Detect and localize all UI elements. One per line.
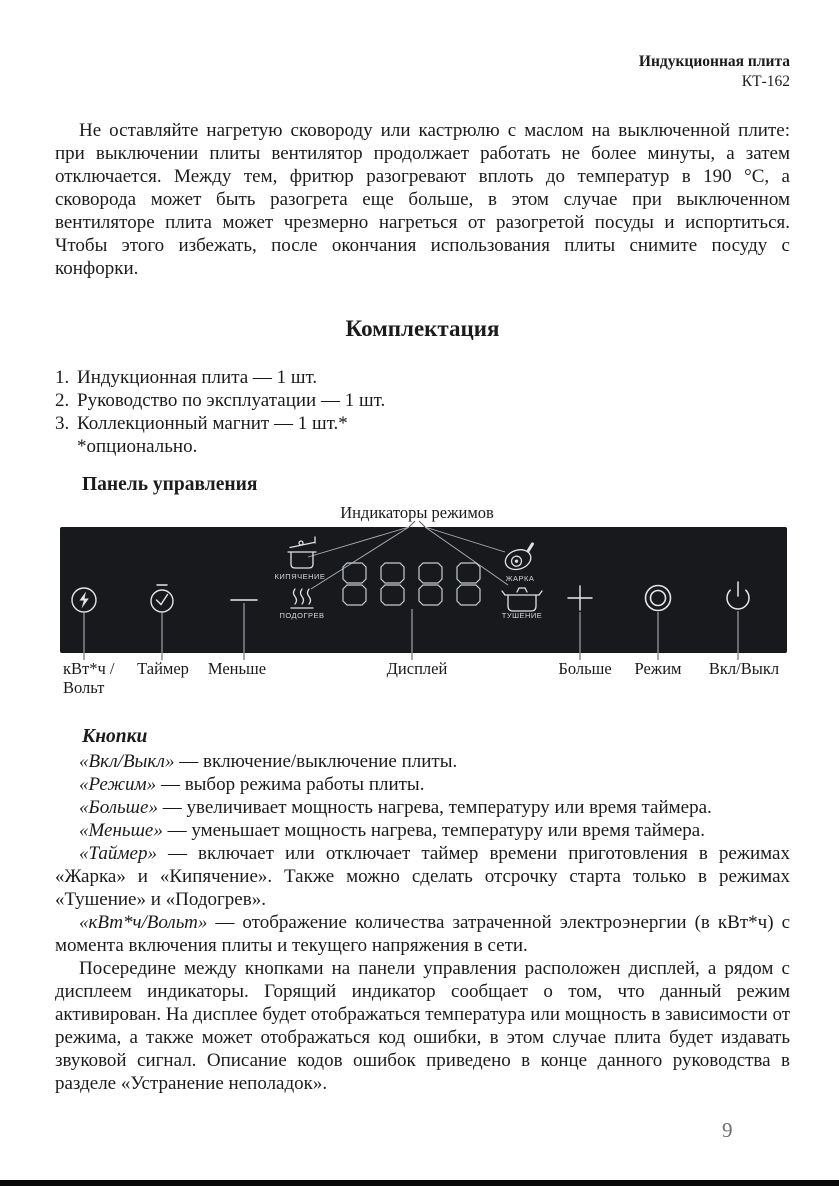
button-description bbox=[55, 911, 790, 957]
list-item bbox=[55, 412, 790, 435]
button-description-text: — уменьшает мощность нагрева, температуру или время таймера. bbox=[162, 820, 705, 841]
warm-indicator-label: ПОДОГРЕВ bbox=[279, 611, 325, 620]
package-list bbox=[55, 366, 790, 458]
running-header bbox=[639, 52, 790, 92]
button-term: «кВт*ч/Вольт» bbox=[79, 912, 208, 933]
list-item-text: Коллекционный магнит — 1 шт.* bbox=[77, 413, 348, 434]
list-item-text: Индукционная плита — 1 шт. bbox=[77, 367, 318, 388]
label-minus: Меньше bbox=[207, 659, 267, 678]
button-term: «Меньше» bbox=[79, 820, 163, 841]
label-kwh-volt-line2: Вольт bbox=[63, 678, 105, 697]
page-bottom-border bbox=[0, 1180, 839, 1186]
button-description bbox=[55, 773, 790, 796]
label-display: Дисплей bbox=[386, 659, 448, 678]
button-term: «Режим» bbox=[79, 774, 157, 795]
button-description-text: — увеличивает мощность нагрева, температуру или время таймера. bbox=[157, 797, 712, 818]
model-number: КТ-162 bbox=[741, 73, 790, 90]
button-description bbox=[55, 750, 790, 773]
button-term: «Больше» bbox=[79, 797, 158, 818]
button-term: «Вкл/Выкл» bbox=[79, 751, 175, 772]
list-item bbox=[55, 389, 790, 412]
boil-indicator-label: КИПЯЧЕНИЕ bbox=[274, 572, 326, 581]
button-description bbox=[55, 842, 790, 911]
label-mode: Режим bbox=[634, 659, 682, 678]
button-term: «Таймер» bbox=[79, 843, 157, 864]
button-description-text: — выбор режима работы плиты. bbox=[156, 774, 425, 795]
buttons-section-title: Кнопки bbox=[82, 726, 148, 747]
section-title-package: Комплектация bbox=[345, 316, 500, 341]
label-plus: Больше bbox=[558, 659, 612, 678]
button-description bbox=[55, 819, 790, 842]
page-number: 9 bbox=[722, 1118, 733, 1142]
label-kwh-volt-line1: кВт*ч / bbox=[63, 659, 115, 678]
closing-paragraph: Посередине между кнопками на панели управления расположен дисплей, а рядом с дисплеем индикаторы. Горящий индикатор сообщает о том, что данный режим активирован. На дисплее будет отображаться температура или мощность в зависимости от режима, а также может отображаться код ошибки, в этом случае плита будет издавать звуковой сигнал. Описание кодов ошибок приведено в конце данного руководства в разделе «Устранение неполадок». bbox=[55, 958, 790, 1094]
list-item-number: 1. bbox=[55, 367, 70, 388]
product-title: Индукционная плита bbox=[638, 53, 790, 70]
list-item-text: Руководство по эксплуатации — 1 шт. bbox=[77, 390, 386, 411]
list-footnote: *опционально. bbox=[77, 436, 198, 457]
stew-indicator-label: ТУШЕНИЕ bbox=[501, 611, 543, 620]
fry-indicator-label: ЖАРКА bbox=[505, 574, 535, 583]
list-item-number: 3. bbox=[55, 413, 70, 434]
buttons-section bbox=[55, 725, 790, 1095]
control-panel-diagram bbox=[55, 495, 790, 730]
indicators-callout-label: Индикаторы режимов bbox=[340, 503, 494, 522]
button-description-text: — включение/выключение плиты. bbox=[174, 751, 458, 772]
button-description-text: — включает или отключает таймер времени приготовления в режимах «Жарка» и «Кипячение». Также можно сделать отсрочку старта только в режимах «Тушение» и «Подогрев». bbox=[55, 843, 790, 910]
button-description-text: — отображение количества затраченной электроэнергии (в кВт*ч) с момента включения плиты и текущего напряжения в сети. bbox=[55, 912, 790, 956]
button-description bbox=[55, 796, 790, 819]
list-item-number: 2. bbox=[55, 390, 70, 411]
intro-paragraph: Не оставляйте нагретую сковороду или кастрюлю с маслом на выключенной плите: при выключении плиты вентилятор продолжает работать не более минуты, а затем отключается. Между тем, фритюр разогревают вплоть до температур в 190 °C, а сковорода может быть разогрета еще больше, в этом случае при выключенном вентиляторе плита может чрезмерно нагреться от разогретой посуды и испортиться. Чтобы этого избежать, после окончания использования плиты снимите посуду с конфорки. bbox=[55, 120, 790, 279]
section-title-control-panel: Панель управления bbox=[82, 474, 258, 495]
list-item bbox=[55, 366, 790, 389]
label-power: Вкл/Выкл bbox=[708, 659, 780, 678]
label-timer: Таймер bbox=[137, 659, 189, 678]
panel-background bbox=[60, 527, 787, 653]
